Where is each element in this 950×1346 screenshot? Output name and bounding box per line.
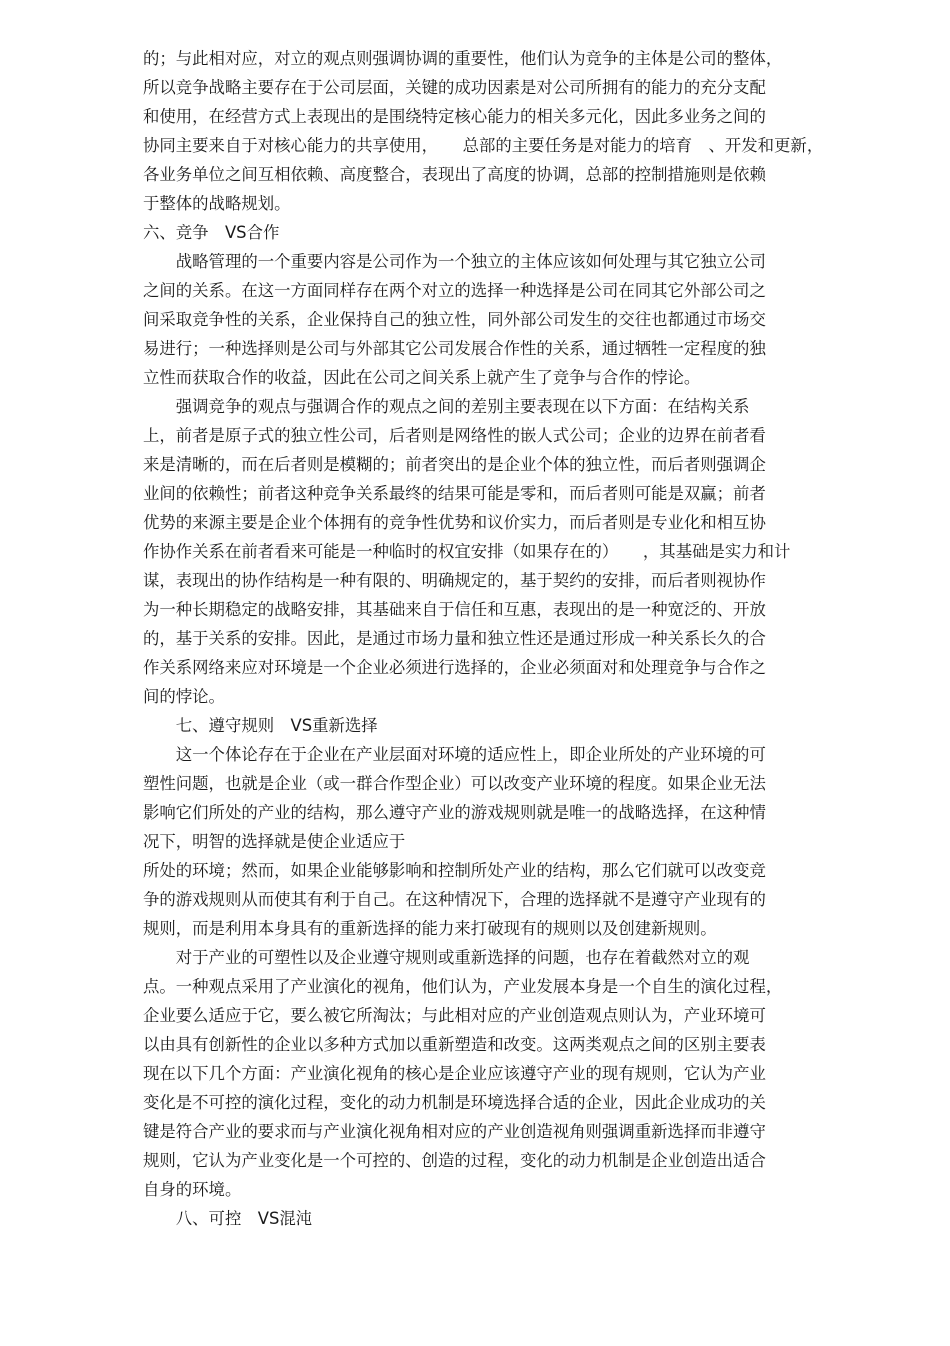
body-text-line: 协同主要来自于对核心能力的共享使用， 总部的主要任务是对能力的培育 、开发和更新， [143,136,824,155]
body-text-line: 所以竞争战略主要存在于公司层面，关键的成功因素是对公司所拥有的能力的充分支配 [143,78,766,97]
body-text-line: 间采取竞争性的关系，企业保持自己的独立性，同外部公司发生的交往也都通过市场交 [143,310,766,329]
section-heading-6: 六、竞争 VS合作 [143,223,280,242]
body-text-line: 规则，而是利用本身具有的重新选择的能力来打破现有的规则以及创建新规则。 [143,919,717,938]
body-text-line: 为一种长期稳定的战略安排，其基础来自于信任和互惠，表现出的是一种宽泛的、开放 [143,600,766,619]
body-text-line: 于整体的战略规划。 [143,194,291,213]
body-text-line: 况下，明智的选择就是使企业适应于 [143,832,406,851]
body-text-line: 现在以下几个方面：产业演化视角的核心是企业应该遵守产业的现有规则，它认为产业 [143,1064,766,1083]
body-text-line: 点。一种观点采用了产业演化的视角，他们认为，产业发展本身是一个自生的演化过程， [143,977,783,996]
body-text-line: 对于产业的可塑性以及企业遵守规则或重新选择的问题，也存在着截然对立的观 [143,948,750,967]
body-text-line: 和使用，在经营方式上表现出的是围绕特定核心能力的相关多元化，因此多业务之间的 [143,107,766,126]
body-text-line: 业间的依赖性；前者这种竞争关系最终的结果可能是零和，而后者则可能是双赢；前者 [143,484,766,503]
body-text-line: 自身的环境。 [143,1180,242,1199]
section-heading-7: 七、遵守规则 VS重新选择 [143,716,378,735]
body-text-line: 作协作关系在前者看来可能是一种临时的权宜安排（如果存在的） ，其基础是实力和计 [143,542,791,561]
body-text-line: 强调竞争的观点与强调合作的观点之间的差别主要表现在以下方面：在结构关系 [143,397,750,416]
section-heading-8: 八、可控 VS混沌 [143,1209,313,1228]
body-text-line: 所处的环境；然而，如果企业能够影响和控制所处产业的结构，那么它们就可以改变竞 [143,861,766,880]
body-text-line: 优势的来源主要是企业个体拥有的竞争性优势和议价实力，而后者则是专业化和相互协 [143,513,766,532]
body-text-line: 的；与此相对应，对立的观点则强调协调的重要性，他们认为竞争的主体是公司的整体， [143,49,783,68]
body-text-line: 谋，表现出的协作结构是一种有限的、明确规定的，基于契约的安排，而后者则视协作 [143,571,766,590]
body-text-line: 战略管理的一个重要内容是公司作为一个独立的主体应该如何处理与其它独立公司 [143,252,766,271]
body-text-line: 这一个体论存在于企业在产业层面对环境的适应性上，即企业所处的产业环境的可 [143,745,766,764]
body-text-line: 变化是不可控的演化过程，变化的动力机制是环境选择合适的企业，因此企业成功的关 [143,1093,766,1112]
body-text-line: 之间的关系。在这一方面同样存在两个对立的选择一种选择是公司在同其它外部公司之 [143,281,766,300]
body-text-line: 间的悖论。 [143,687,225,706]
body-text-line: 塑性问题，也就是企业（或一群合作型企业）可以改变产业环境的程度。如果企业无法 [143,774,766,793]
body-text-line: 作关系网络来应对环境是一个企业必须进行选择的，企业必须面对和处理竞争与合作之 [143,658,766,677]
body-text-line: 立性而获取合作的收益，因此在公司之间关系上就产生了竞争与合作的悖论。 [143,368,701,387]
body-text-line: 易进行；一种选择则是公司与外部其它公司发展合作性的关系，通过牺牲一定程度的独 [143,339,766,358]
body-text-line: 争的游戏规则从而使其有利于自己。在这种情况下，合理的选择就不是遵守产业现有的 [143,890,766,909]
body-text-line: 影响它们所处的产业的结构，那么遵守产业的游戏规则就是唯一的战略选择，在这种情 [143,803,766,822]
body-text-line: 键是符合产业的要求而与产业演化视角相对应的产业创造视角则强调重新选择而非遵守 [143,1122,766,1141]
body-text-line: 规则，它认为产业变化是一个可控的、创造的过程，变化的动力机制是企业创造出适合 [143,1151,766,1170]
body-text-line: 上，前者是原子式的独立性公司，后者则是网络性的嵌人式公司；企业的边界在前者看 [143,426,766,445]
body-text-line: 以由具有创新性的企业以多种方式加以重新塑造和改变。这两类观点之间的区别主要表 [143,1035,766,1054]
body-text-line: 来是清晰的，而在后者则是模糊的；前者突出的是企业个体的独立性，而后者则强调企 [143,455,766,474]
body-text-line: 的，基于关系的安排。因此，是通过市场力量和独立性还是通过形成一种关系长久的合 [143,629,766,648]
body-text-line: 各业务单位之间互相依赖、高度整合，表现出了高度的协调，总部的控制措施则是依赖 [143,165,766,184]
body-text-line: 企业要么适应于它，要么被它所淘汰；与此相对应的产业创造观点则认为，产业环境可 [143,1006,766,1025]
